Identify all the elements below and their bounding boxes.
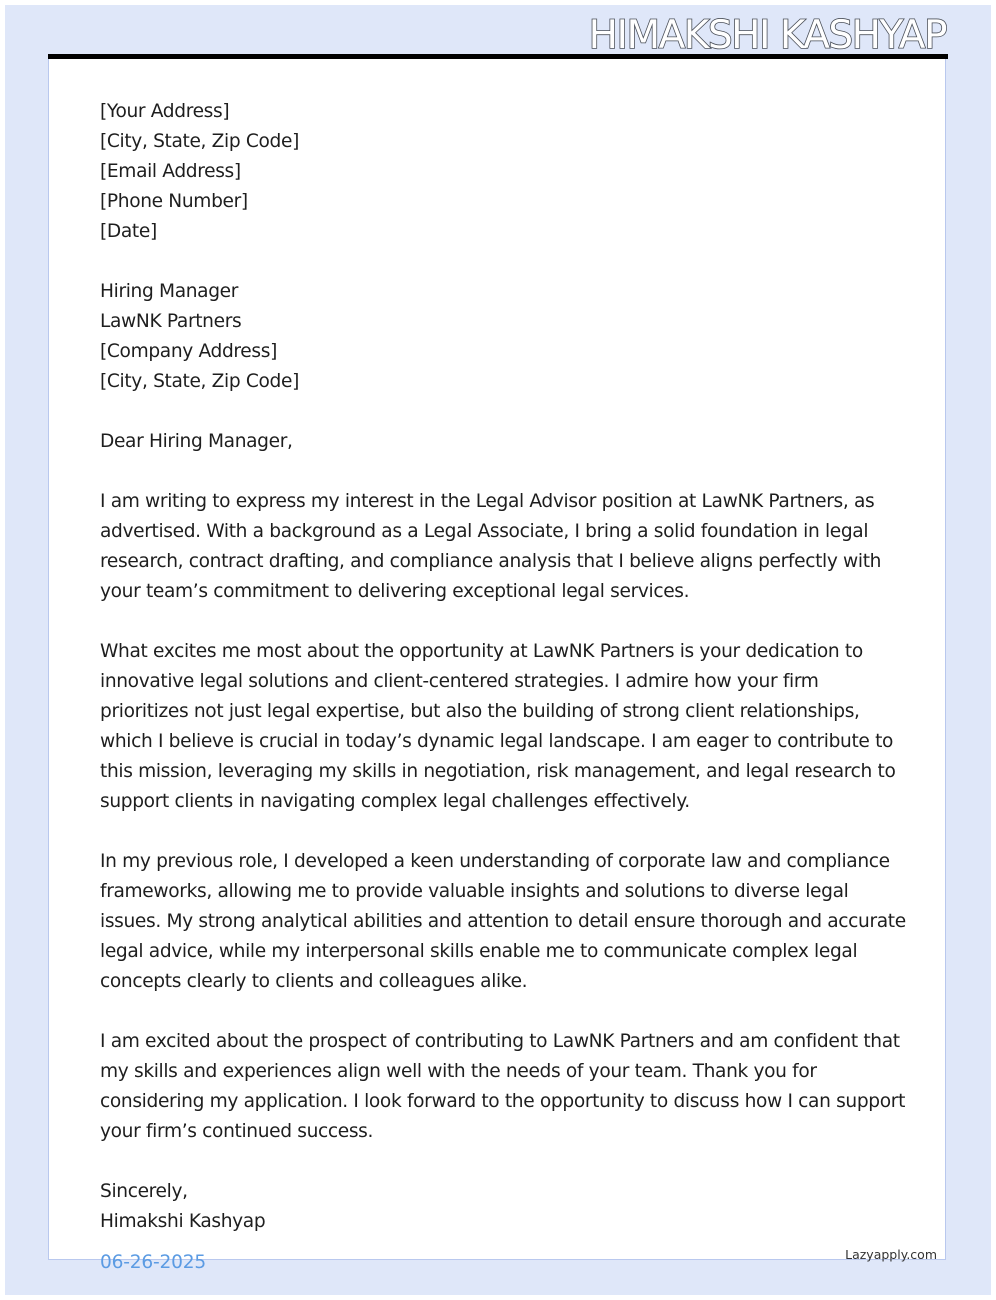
paragraph-line: concepts clearly to clients and colleagues alike. [100,971,528,992]
recipient-block [100,277,900,397]
paragraph-line: legal advice, while my interpersonal skills enable me to communicate complex legal [100,941,858,962]
paragraph-line: your team’s commitment to delivering exceptional legal services. [100,581,690,602]
paragraph-line: What excites me most about the opportunity at LawNK Partners is your dedication to [100,641,863,662]
paragraph-line: support clients in navigating complex legal challenges effectively. [100,791,690,812]
paragraph-line: which I believe is crucial in today’s dynamic legal landscape. I am eager to contribute to [100,731,894,752]
valediction: Sincerely, [100,1181,188,1202]
paragraph-line: In my previous role, I developed a keen understanding of corporate law and compliance [100,851,890,872]
paragraph-line: this mission, leveraging my skills in negotiation, risk management, and legal research to [100,761,896,782]
recipient-address: [Company Address] [100,341,277,362]
sender-block [100,97,900,247]
paragraph-line: considering my application. I look forward to the opportunity to discuss how I can support [100,1091,906,1112]
applicant-name-title: HIMAKSHI KASHYAP [588,13,946,58]
sender-address: [Your Address] [100,101,230,122]
sender-city-state-zip: [City, State, Zip Code] [100,131,299,152]
letter-paragraphs [100,487,906,1147]
recipient-company: LawNK Partners [100,311,242,332]
salutation: Dear Hiring Manager, [100,431,293,452]
footer-date: 06-26-2025 [100,1252,207,1273]
watermark-text: Lazyapply.com [845,1247,937,1262]
paragraph-1 [100,487,900,607]
paragraph-line: research, contract drafting, and compliance analysis that I believe aligns perfectly with [100,551,882,572]
paragraph-2 [100,637,900,817]
paragraph-line: issues. My strong analytical abilities and attention to detail ensure thorough and accurate [100,911,906,932]
recipient-city-state-zip: [City, State, Zip Code] [100,371,299,392]
paragraph-3 [100,847,906,997]
paragraph-line: frameworks, allowing me to provide valuable insights and solutions to diverse legal [100,881,849,902]
paragraph-line: prioritizes not just legal expertise, but also the building of strong client relationships, [100,701,860,722]
signature-name: Himakshi Kashyap [100,1211,266,1232]
paragraph-line: innovative legal solutions and client-centered strategies. I admire how your firm [100,671,819,692]
sender-date: [Date] [100,221,157,242]
paragraph-line: I am writing to express my interest in the Legal Advisor position at LawNK Partners, as [100,491,875,512]
sender-email: [Email Address] [100,161,241,182]
paragraph-line: your firm’s continued success. [100,1121,374,1142]
closing-block [100,1177,900,1237]
paragraph-4 [100,1027,906,1147]
letter-body [100,97,906,1237]
paragraph-line: advertised. With a background as a Legal Associate, I bring a solid foundation in legal [100,521,869,542]
paragraph-line: my skills and experiences align well with the needs of your team. Thank you for [100,1061,817,1082]
recipient-title: Hiring Manager [100,281,239,302]
sender-phone: [Phone Number] [100,191,248,212]
paragraph-line: I am excited about the prospect of contributing to LawNK Partners and am confident that [100,1031,900,1052]
